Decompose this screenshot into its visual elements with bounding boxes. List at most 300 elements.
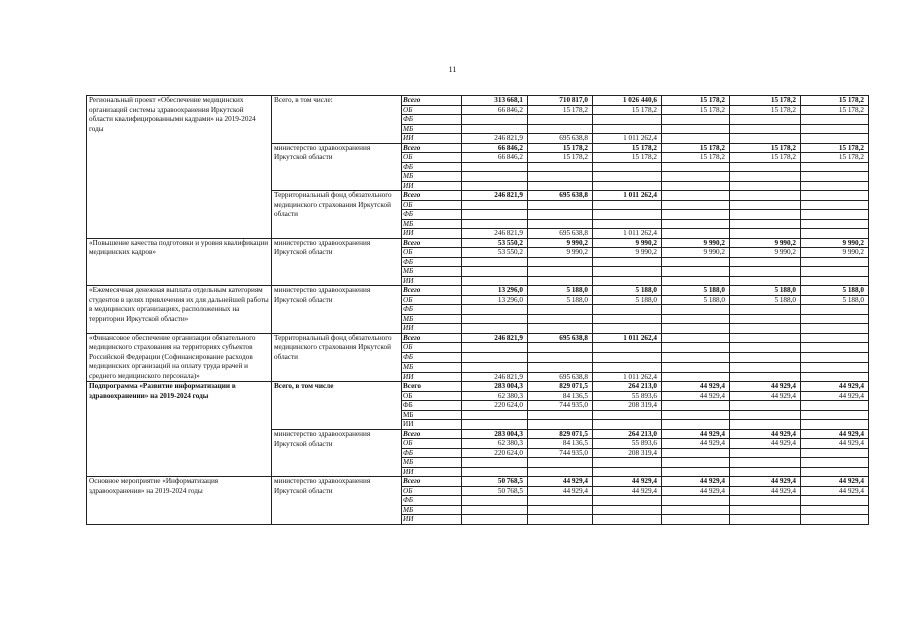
amount-cell xyxy=(593,314,662,324)
amount-cell xyxy=(730,362,801,372)
amount-cell xyxy=(462,505,528,515)
amount-cell xyxy=(593,467,662,477)
amount-cell: 246 821,9 xyxy=(462,229,528,239)
amount-cell: 44 929,4 xyxy=(801,439,869,449)
amount-cell xyxy=(662,467,730,477)
amount-cell: 66 846,2 xyxy=(462,105,528,115)
amount-cell xyxy=(662,210,730,220)
executor-cell: Территориальный фонд обязательного медицинского страхования Иркутской области xyxy=(272,333,402,382)
amount-cell: 5 188,0 xyxy=(801,286,869,296)
amount-cell xyxy=(730,200,801,210)
funding-source-cell: МБ xyxy=(402,267,462,277)
amount-cell xyxy=(662,134,730,144)
executor-cell: Территориальный фонд обязательного медицинского страхования Иркутской области xyxy=(272,191,402,239)
amount-cell xyxy=(730,324,801,334)
amount-cell xyxy=(730,134,801,144)
amount-cell xyxy=(801,343,869,353)
amount-cell xyxy=(593,305,662,315)
amount-cell xyxy=(662,305,730,315)
budget-table-body xyxy=(87,96,869,525)
amount-cell xyxy=(462,257,528,267)
amount-cell xyxy=(462,314,528,324)
amount-cell xyxy=(730,458,801,468)
amount-cell xyxy=(662,410,730,420)
amount-cell: 15 178,2 xyxy=(528,105,593,115)
funding-source-cell: ИИ xyxy=(402,324,462,334)
amount-cell: 66 846,2 xyxy=(462,153,528,163)
funding-source-cell: ФБ xyxy=(402,305,462,315)
amount-cell: 15 178,2 xyxy=(662,153,730,163)
amount-cell: 15 178,2 xyxy=(730,143,801,153)
amount-cell xyxy=(662,172,730,182)
funding-source-cell: ОБ xyxy=(402,248,462,258)
amount-cell: 44 929,4 xyxy=(801,429,869,439)
funding-source-cell: ФБ xyxy=(402,496,462,506)
amount-cell xyxy=(462,362,528,372)
amount-cell: 9 990,2 xyxy=(730,238,801,248)
amount-cell xyxy=(662,401,730,411)
amount-cell xyxy=(801,353,869,363)
amount-cell: 5 188,0 xyxy=(593,295,662,305)
amount-cell xyxy=(801,505,869,515)
amount-cell xyxy=(662,124,730,134)
table-row xyxy=(87,286,869,296)
amount-cell xyxy=(528,353,593,363)
executor-cell: Всего, в том числе: xyxy=(272,96,402,144)
amount-cell: 246 821,9 xyxy=(462,134,528,144)
amount-cell: 15 178,2 xyxy=(730,96,801,106)
amount-cell: 15 178,2 xyxy=(801,96,869,106)
amount-cell xyxy=(528,267,593,277)
funding-source-cell: Всего xyxy=(402,477,462,487)
amount-cell xyxy=(730,496,801,506)
amount-cell xyxy=(528,496,593,506)
table-row xyxy=(87,238,869,248)
funding-source-cell: ОБ xyxy=(402,343,462,353)
amount-cell xyxy=(462,496,528,506)
amount-cell xyxy=(730,505,801,515)
funding-source-cell: ФБ xyxy=(402,162,462,172)
amount-cell xyxy=(462,515,528,525)
amount-cell: 44 929,4 xyxy=(730,382,801,392)
amount-cell xyxy=(593,210,662,220)
table-row xyxy=(87,382,869,392)
funding-source-cell: ИИ xyxy=(402,420,462,430)
amount-cell xyxy=(462,353,528,363)
amount-cell xyxy=(528,343,593,353)
amount-cell: 710 817,0 xyxy=(528,96,593,106)
amount-cell: 44 929,4 xyxy=(593,477,662,487)
program-name-cell: Региональный проект «Обеспечение медицинских организаций системы здравоохранения Иркутской области квалифицированными кадрами» на 2019-2024 годы xyxy=(87,96,272,239)
amount-cell: 5 188,0 xyxy=(662,286,730,296)
amount-cell xyxy=(730,162,801,172)
executor-cell: министерство здравоохранения Иркутской области xyxy=(272,429,402,477)
funding-source-cell: ОБ xyxy=(402,391,462,401)
amount-cell: 44 929,4 xyxy=(662,429,730,439)
amount-cell: 5 188,0 xyxy=(730,295,801,305)
amount-cell xyxy=(528,257,593,267)
amount-cell xyxy=(593,496,662,506)
amount-cell xyxy=(801,314,869,324)
amount-cell: 66 846,2 xyxy=(462,143,528,153)
amount-cell xyxy=(462,219,528,229)
amount-cell xyxy=(593,181,662,191)
amount-cell xyxy=(662,324,730,334)
amount-cell xyxy=(462,305,528,315)
funding-source-cell: ФБ xyxy=(402,401,462,411)
amount-cell xyxy=(730,305,801,315)
amount-cell xyxy=(662,200,730,210)
amount-cell: 15 178,2 xyxy=(801,143,869,153)
amount-cell xyxy=(662,191,730,201)
amount-cell: 84 136,5 xyxy=(528,391,593,401)
amount-cell xyxy=(730,467,801,477)
amount-cell xyxy=(662,257,730,267)
amount-cell: 695 638,8 xyxy=(528,372,593,382)
amount-cell: 13 296,0 xyxy=(462,286,528,296)
amount-cell xyxy=(593,458,662,468)
amount-cell xyxy=(528,362,593,372)
amount-cell: 55 893,6 xyxy=(593,439,662,449)
amount-cell: 9 990,2 xyxy=(730,248,801,258)
amount-cell: 15 178,2 xyxy=(730,105,801,115)
amount-cell: 829 071,5 xyxy=(528,429,593,439)
amount-cell xyxy=(662,314,730,324)
amount-cell xyxy=(462,324,528,334)
amount-cell xyxy=(662,276,730,286)
amount-cell: 44 929,4 xyxy=(662,439,730,449)
funding-source-cell: ИИ xyxy=(402,467,462,477)
amount-cell xyxy=(730,333,801,343)
amount-cell: 9 990,2 xyxy=(528,248,593,258)
amount-cell: 84 136,5 xyxy=(528,439,593,449)
amount-cell xyxy=(462,420,528,430)
amount-cell: 13 296,0 xyxy=(462,295,528,305)
amount-cell: 283 004,3 xyxy=(462,429,528,439)
amount-cell xyxy=(730,210,801,220)
amount-cell: 208 319,4 xyxy=(593,448,662,458)
amount-cell xyxy=(662,505,730,515)
executor-cell: Всего, в том числе xyxy=(272,382,402,430)
amount-cell: 15 178,2 xyxy=(662,96,730,106)
amount-cell xyxy=(593,505,662,515)
executor-cell: министерство здравоохранения Иркутской области xyxy=(272,477,402,525)
amount-cell xyxy=(801,420,869,430)
amount-cell xyxy=(462,276,528,286)
amount-cell xyxy=(662,229,730,239)
amount-cell: 44 929,4 xyxy=(801,486,869,496)
amount-cell xyxy=(662,333,730,343)
funding-source-cell: МБ xyxy=(402,124,462,134)
amount-cell: 50 768,5 xyxy=(462,486,528,496)
amount-cell xyxy=(528,458,593,468)
amount-cell xyxy=(593,515,662,525)
amount-cell: 9 990,2 xyxy=(593,248,662,258)
amount-cell xyxy=(593,343,662,353)
amount-cell: 15 178,2 xyxy=(730,153,801,163)
funding-source-cell: ФБ xyxy=(402,448,462,458)
amount-cell xyxy=(528,276,593,286)
amount-cell: 5 188,0 xyxy=(528,295,593,305)
funding-source-cell: ИИ xyxy=(402,515,462,525)
amount-cell xyxy=(462,343,528,353)
amount-cell xyxy=(801,181,869,191)
funding-source-cell: МБ xyxy=(402,362,462,372)
amount-cell xyxy=(528,181,593,191)
amount-cell xyxy=(662,515,730,525)
amount-cell xyxy=(801,229,869,239)
amount-cell xyxy=(662,115,730,125)
amount-cell: 9 990,2 xyxy=(593,238,662,248)
amount-cell xyxy=(462,181,528,191)
amount-cell xyxy=(528,324,593,334)
amount-cell xyxy=(801,458,869,468)
funding-source-cell: ИИ xyxy=(402,134,462,144)
amount-cell xyxy=(593,420,662,430)
amount-cell xyxy=(730,124,801,134)
amount-cell: 246 821,9 xyxy=(462,333,528,343)
amount-cell xyxy=(801,257,869,267)
amount-cell xyxy=(730,219,801,229)
amount-cell xyxy=(801,362,869,372)
funding-source-cell: МБ xyxy=(402,410,462,420)
funding-source-cell: МБ xyxy=(402,505,462,515)
amount-cell: 44 929,4 xyxy=(662,486,730,496)
funding-source-cell: Всего xyxy=(402,429,462,439)
amount-cell: 5 188,0 xyxy=(593,286,662,296)
amount-cell xyxy=(662,458,730,468)
amount-cell xyxy=(730,257,801,267)
amount-cell xyxy=(593,257,662,267)
amount-cell xyxy=(801,410,869,420)
amount-cell: 220 624,0 xyxy=(462,448,528,458)
amount-cell: 5 188,0 xyxy=(662,295,730,305)
funding-source-cell: ИИ xyxy=(402,181,462,191)
amount-cell xyxy=(528,124,593,134)
amount-cell xyxy=(662,496,730,506)
amount-cell xyxy=(593,219,662,229)
amount-cell xyxy=(593,276,662,286)
amount-cell xyxy=(528,219,593,229)
amount-cell xyxy=(730,410,801,420)
amount-cell: 15 178,2 xyxy=(801,153,869,163)
amount-cell xyxy=(730,401,801,411)
amount-cell xyxy=(801,162,869,172)
program-name-cell: «Повышение качества подготовки и уровня квалификации медицинских кадров» xyxy=(87,238,272,286)
amount-cell xyxy=(801,467,869,477)
executor-cell: министерство здравоохранения Иркутской области xyxy=(272,286,402,334)
amount-cell xyxy=(801,372,869,382)
amount-cell xyxy=(662,448,730,458)
funding-source-cell: ОБ xyxy=(402,295,462,305)
amount-cell: 44 929,4 xyxy=(593,486,662,496)
funding-source-cell: МБ xyxy=(402,314,462,324)
amount-cell: 50 768,5 xyxy=(462,477,528,487)
amount-cell xyxy=(801,333,869,343)
funding-source-cell: Всего xyxy=(402,382,462,392)
amount-cell: 15 178,2 xyxy=(662,105,730,115)
amount-cell: 1 011 262,4 xyxy=(593,333,662,343)
amount-cell: 44 929,4 xyxy=(662,382,730,392)
amount-cell: 9 990,2 xyxy=(662,248,730,258)
amount-cell xyxy=(730,172,801,182)
amount-cell xyxy=(730,276,801,286)
amount-cell: 62 380,3 xyxy=(462,439,528,449)
amount-cell xyxy=(593,353,662,363)
amount-cell: 220 624,0 xyxy=(462,401,528,411)
amount-cell: 1 011 262,4 xyxy=(593,229,662,239)
funding-source-cell: ОБ xyxy=(402,105,462,115)
amount-cell: 44 929,4 xyxy=(801,382,869,392)
amount-cell: 44 929,4 xyxy=(730,429,801,439)
amount-cell xyxy=(801,210,869,220)
amount-cell: 44 929,4 xyxy=(662,391,730,401)
amount-cell: 264 213,0 xyxy=(593,382,662,392)
amount-cell xyxy=(730,515,801,525)
amount-cell: 55 893,6 xyxy=(593,391,662,401)
amount-cell: 744 935,0 xyxy=(528,401,593,411)
amount-cell xyxy=(801,448,869,458)
amount-cell xyxy=(662,267,730,277)
funding-source-cell: ФБ xyxy=(402,257,462,267)
amount-cell: 208 319,4 xyxy=(593,401,662,411)
amount-cell: 5 188,0 xyxy=(801,295,869,305)
amount-cell: 15 178,2 xyxy=(528,153,593,163)
amount-cell xyxy=(528,172,593,182)
program-name-cell: Подпрограмма «Развитие информатизации в здравоохранении» на 2019-2024 годы xyxy=(87,382,272,477)
funding-source-cell: Всего xyxy=(402,286,462,296)
amount-cell xyxy=(528,420,593,430)
amount-cell xyxy=(730,314,801,324)
budget-table xyxy=(86,95,869,525)
funding-source-cell: ИИ xyxy=(402,372,462,382)
amount-cell xyxy=(593,324,662,334)
amount-cell: 5 188,0 xyxy=(528,286,593,296)
page-number: 11 xyxy=(448,65,457,74)
amount-cell xyxy=(730,420,801,430)
amount-cell xyxy=(462,267,528,277)
amount-cell: 1 011 262,4 xyxy=(593,372,662,382)
amount-cell: 44 929,4 xyxy=(528,477,593,487)
funding-source-cell: ФБ xyxy=(402,115,462,125)
amount-cell xyxy=(730,267,801,277)
amount-cell xyxy=(730,448,801,458)
amount-cell xyxy=(801,191,869,201)
amount-cell xyxy=(730,353,801,363)
amount-cell xyxy=(462,458,528,468)
funding-source-cell: ОБ xyxy=(402,439,462,449)
amount-cell xyxy=(593,410,662,420)
amount-cell xyxy=(528,505,593,515)
amount-cell xyxy=(593,200,662,210)
amount-cell xyxy=(801,276,869,286)
amount-cell: 1 026 440,6 xyxy=(593,96,662,106)
amount-cell: 695 638,8 xyxy=(528,134,593,144)
amount-cell xyxy=(528,305,593,315)
funding-source-cell: ФБ xyxy=(402,353,462,363)
amount-cell xyxy=(593,162,662,172)
amount-cell: 15 178,2 xyxy=(662,143,730,153)
table-row xyxy=(87,477,869,487)
amount-cell: 313 668,1 xyxy=(462,96,528,106)
amount-cell xyxy=(528,515,593,525)
amount-cell xyxy=(662,372,730,382)
amount-cell xyxy=(801,515,869,525)
amount-cell: 44 929,4 xyxy=(730,439,801,449)
amount-cell xyxy=(801,124,869,134)
amount-cell xyxy=(801,401,869,411)
program-name-cell: Основное мероприятие «Информатизация здравоохранения» на 2019-2024 годы xyxy=(87,477,272,525)
amount-cell: 246 821,9 xyxy=(462,191,528,201)
amount-cell xyxy=(528,115,593,125)
program-name-cell: «Ежемесячная денежная выплата отдельным категориям студентов в целях привлечения их для дальнейшей работы в медицинских организациях, расположенных на территории Иркутской области» xyxy=(87,286,272,334)
funding-source-cell: ОБ xyxy=(402,200,462,210)
amount-cell xyxy=(528,467,593,477)
funding-source-cell: Всего xyxy=(402,333,462,343)
amount-cell xyxy=(528,410,593,420)
amount-cell: 246 821,9 xyxy=(462,372,528,382)
amount-cell xyxy=(462,172,528,182)
funding-source-cell: ФБ xyxy=(402,210,462,220)
amount-cell: 44 929,4 xyxy=(730,391,801,401)
amount-cell xyxy=(528,314,593,324)
amount-cell xyxy=(528,200,593,210)
amount-cell: 15 178,2 xyxy=(593,143,662,153)
funding-source-cell: ИИ xyxy=(402,229,462,239)
amount-cell xyxy=(662,181,730,191)
funding-source-cell: МБ xyxy=(402,219,462,229)
amount-cell: 44 929,4 xyxy=(730,486,801,496)
executor-cell: министерство здравоохранения Иркутской области xyxy=(272,143,402,191)
amount-cell xyxy=(730,372,801,382)
amount-cell xyxy=(462,467,528,477)
amount-cell: 1 011 262,4 xyxy=(593,134,662,144)
amount-cell: 15 178,2 xyxy=(593,153,662,163)
amount-cell: 695 638,8 xyxy=(528,333,593,343)
amount-cell: 1 011 262,4 xyxy=(593,191,662,201)
amount-cell xyxy=(593,115,662,125)
executor-cell: министерство здравоохранения Иркутской области xyxy=(272,238,402,286)
amount-cell: 264 213,0 xyxy=(593,429,662,439)
amount-cell xyxy=(662,353,730,363)
amount-cell xyxy=(662,420,730,430)
amount-cell xyxy=(593,267,662,277)
amount-cell: 44 929,4 xyxy=(662,477,730,487)
amount-cell xyxy=(662,362,730,372)
amount-cell xyxy=(528,210,593,220)
amount-cell xyxy=(801,267,869,277)
funding-source-cell: ОБ xyxy=(402,153,462,163)
funding-source-cell: Всего xyxy=(402,191,462,201)
amount-cell xyxy=(801,219,869,229)
amount-cell xyxy=(801,305,869,315)
amount-cell xyxy=(801,134,869,144)
table-row xyxy=(87,333,869,343)
amount-cell xyxy=(801,496,869,506)
amount-cell xyxy=(801,324,869,334)
amount-cell xyxy=(462,200,528,210)
table-row xyxy=(87,96,869,106)
amount-cell xyxy=(730,229,801,239)
amount-cell: 15 178,2 xyxy=(801,105,869,115)
amount-cell xyxy=(593,124,662,134)
funding-source-cell: Всего xyxy=(402,143,462,153)
amount-cell: 695 638,8 xyxy=(528,191,593,201)
amount-cell xyxy=(801,172,869,182)
amount-cell: 9 990,2 xyxy=(801,238,869,248)
amount-cell: 44 929,4 xyxy=(528,486,593,496)
amount-cell xyxy=(593,172,662,182)
